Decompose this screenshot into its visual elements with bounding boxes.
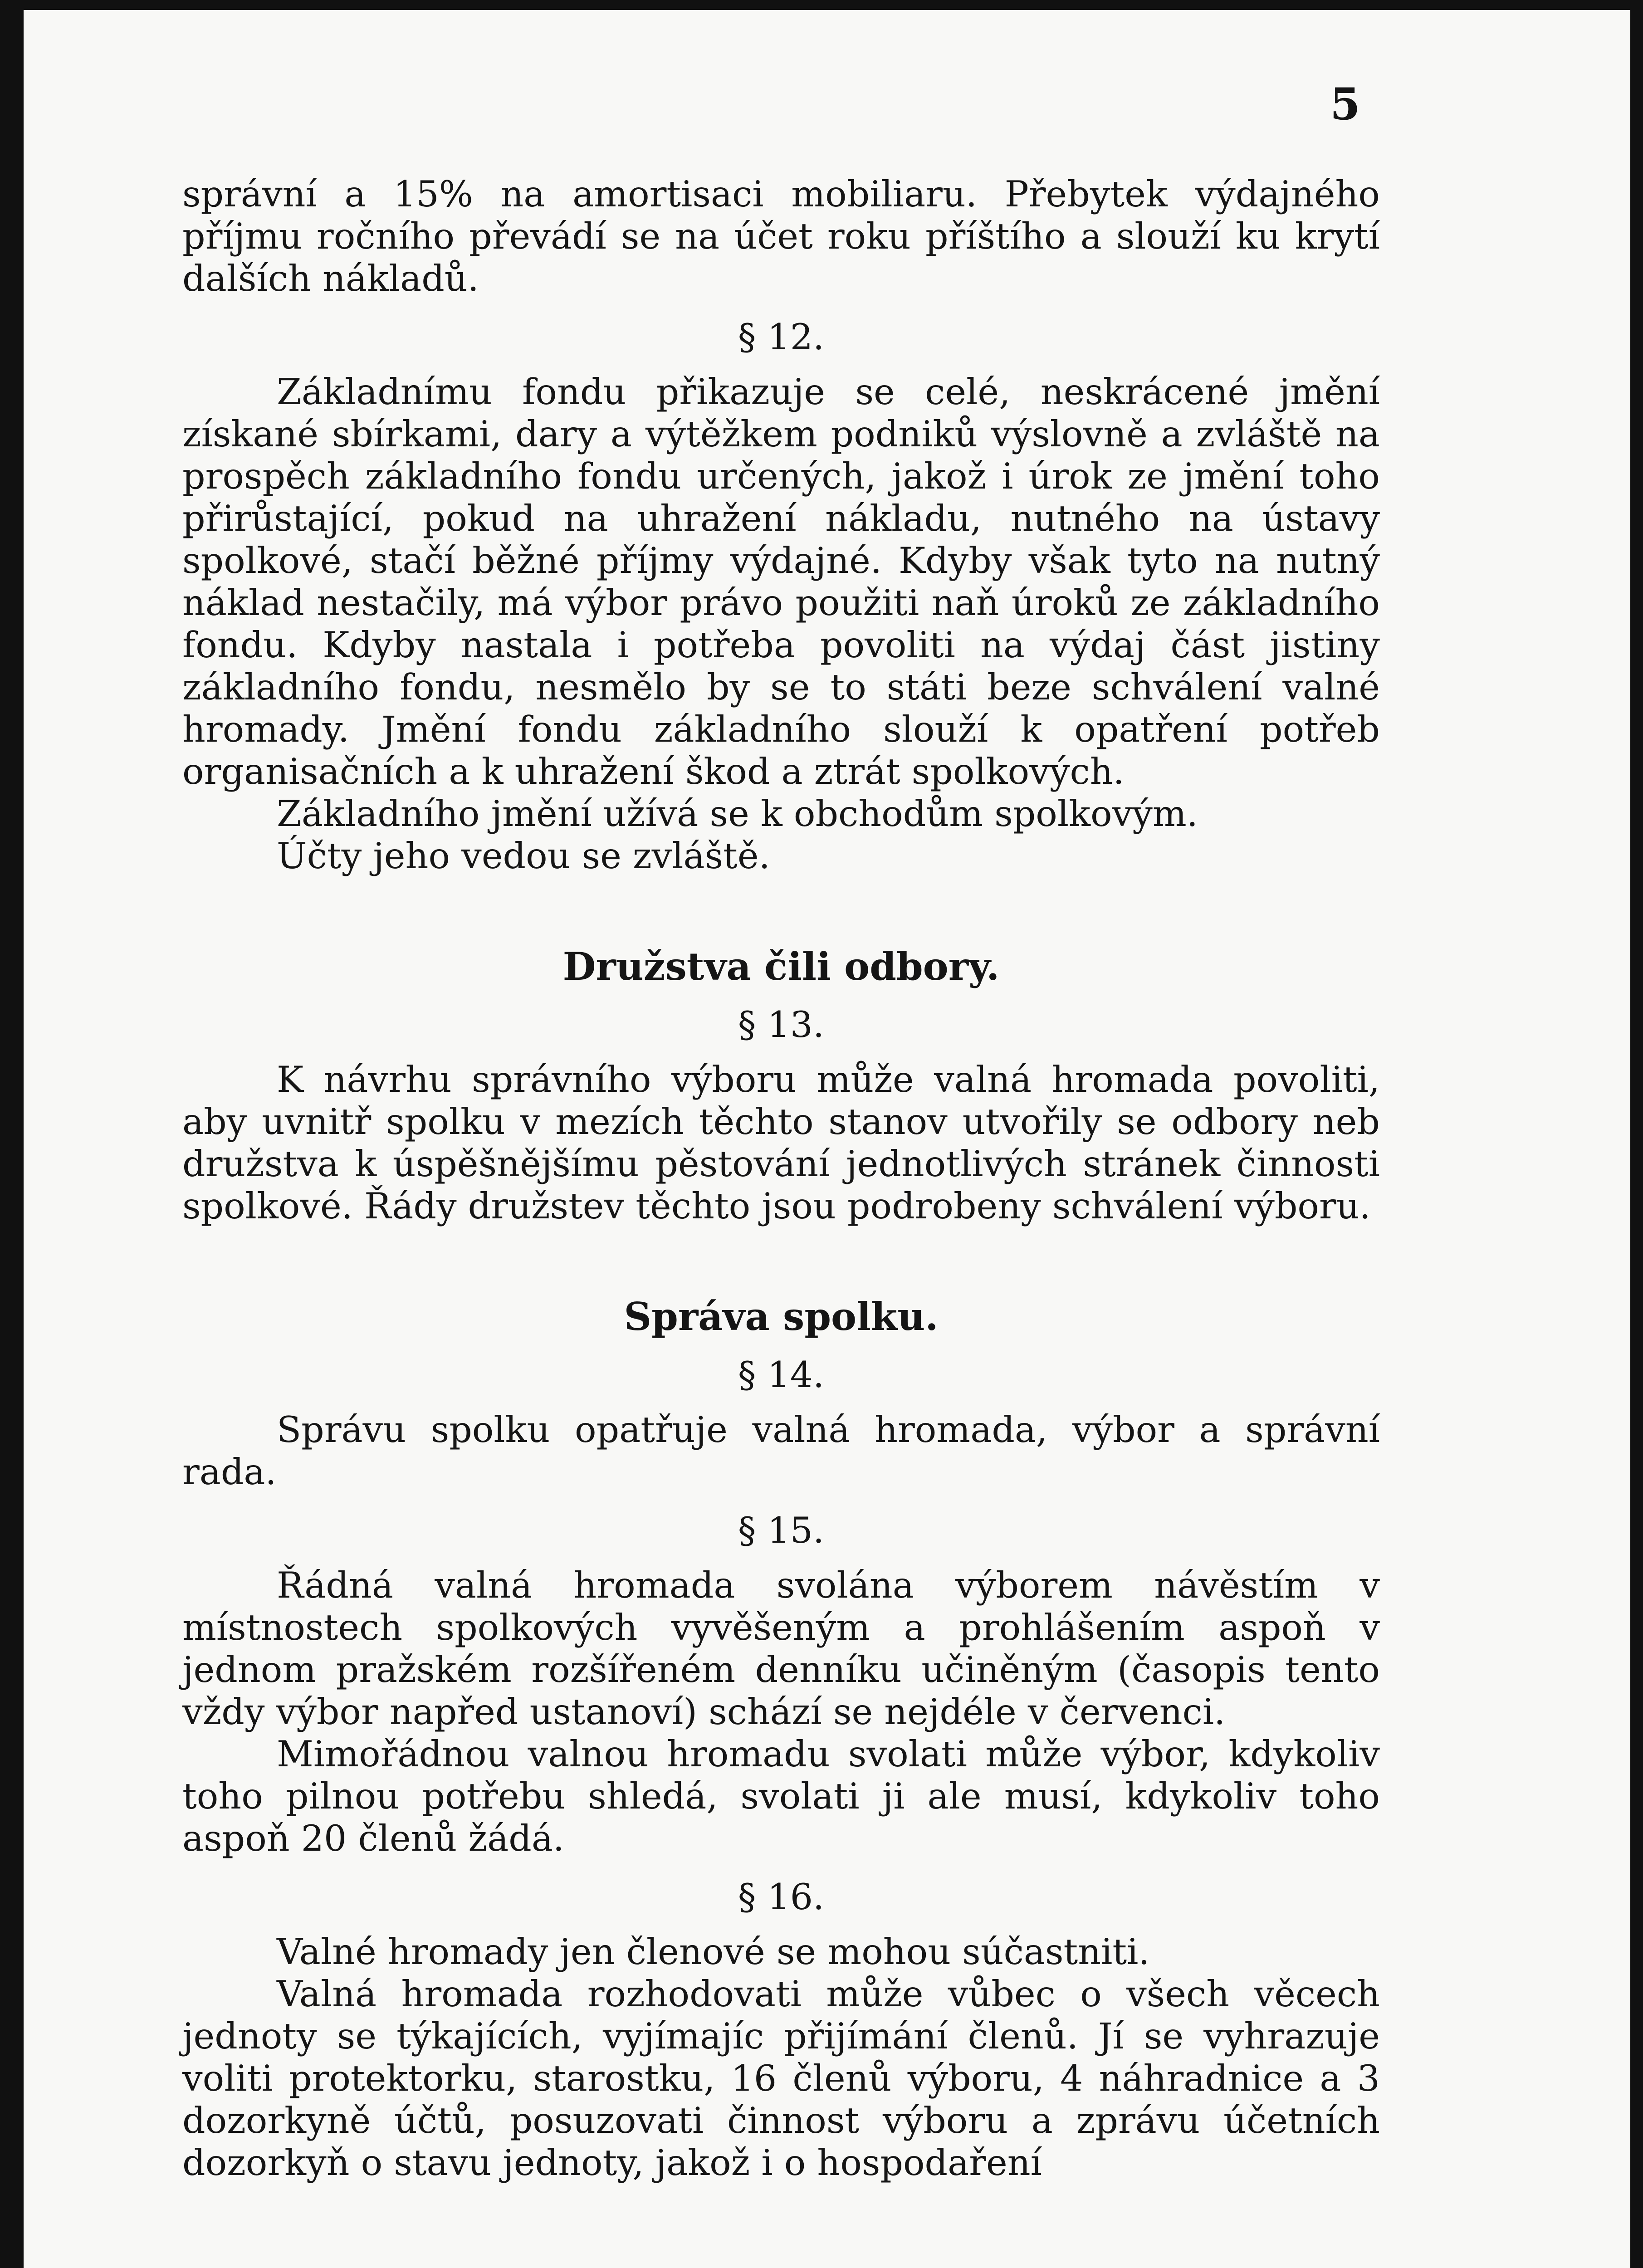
document-page (24, 10, 1630, 2268)
section-14: § 14. (738, 1354, 825, 1396)
page-text (182, 173, 1380, 2184)
paragraph-14: Správu spolku opatřuje valná hromada, výbor a správní rada. (182, 1409, 1380, 1493)
paragraph-12-basic-assets: Základního jmění užívá se k obchodům spolkovým. (277, 793, 1198, 835)
paragraph-15-ordinary-meeting: Řádná valná hromada svolána výborem návěstím v místnostech spolkových vyvěšeným a prohlášením aspoň v jednom pražském rozšířeném denníku učiněným (časopis tento vždy výbor napřed ustanoví) schází se nejdéle v červenci. (182, 1564, 1380, 1733)
paragraph-continuation: správní a 15% na amortisaci mobiliaru. Přebytek výdajného příjmu ročního převádí se na účet roku příštího a slouží ku krytí dalších nákladů. (182, 173, 1380, 299)
heading-association-management: Správa spolku. (624, 1294, 939, 1339)
section-12: § 12. (738, 316, 825, 358)
paragraph-15-extraordinary-meeting: Mimořádnou valnou hromadu svolati může výbor, kdykoliv toho pilnou potřebu shledá, svolati ji ale musí, kdykoliv toho aspoň 20 členů žádá. (182, 1733, 1380, 1859)
paragraph-12-main: Základnímu fondu přikazuje se celé, neskrácené jmění získané sbírkami, dary a výtěžkem podniků výslovně a zvláště na prospěch základního fondu určených, jakož i úrok ze jmění toho přirůstající, pokud na uhražení nákladu, nutného na ústavy spolkové, stačí běžné příjmy výdajné. Kdyby však tyto na nutný náklad nestačily, má výbor právo použiti naň úroků ze základního fondu. Kdyby nastala i potřeba povoliti na výdaj část jistiny základního fondu, nesmělo by se to státi beze schválení valné hromady. Jmění fondu základního slouží k opatření potřeb organisačních a k uhražení škod a ztrát spolkových. (182, 371, 1380, 792)
scan-border-right (1630, 0, 1643, 2268)
heading-cooperatives: Družstva čili odbory. (562, 944, 1000, 989)
scan-border-top (0, 0, 1643, 10)
paragraph-12-accounts: Účty jeho vedou se zvláště. (277, 835, 770, 877)
section-16: § 16. (738, 1876, 825, 1918)
scan-border-left (0, 0, 24, 2268)
paragraph-13: K návrhu správního výboru může valná hromada povoliti, aby uvnitř spolku v mezích těchto stanov utvořily se odbory neb družstva k úspěšnějšímu pěstování jednotlivých stránek činnosti spolkové. Řády družstev těchto jsou podrobeny schválení výboru. (182, 1059, 1380, 1227)
paragraph-16-members: Valné hromady jen členové se mohou súčastniti. (277, 1931, 1150, 1973)
section-13: § 13. (738, 1004, 825, 1046)
section-15: § 15. (738, 1510, 825, 1551)
paragraph-16-powers: Valná hromada rozhodovati může vůbec o všech věcech jednoty se týkajících, vyjímajíc přijímání členů. Jí se vyhrazuje voliti protektorku, starostku, 16 členů výboru, 4 náhradnice a 3 dozorkyně účtů, posuzovati činnost výboru a zprávu účetních dozorkyň o stavu jednoty, jakož i o hospodaření (182, 1973, 1380, 2184)
page-number: 5 (1330, 78, 1360, 130)
